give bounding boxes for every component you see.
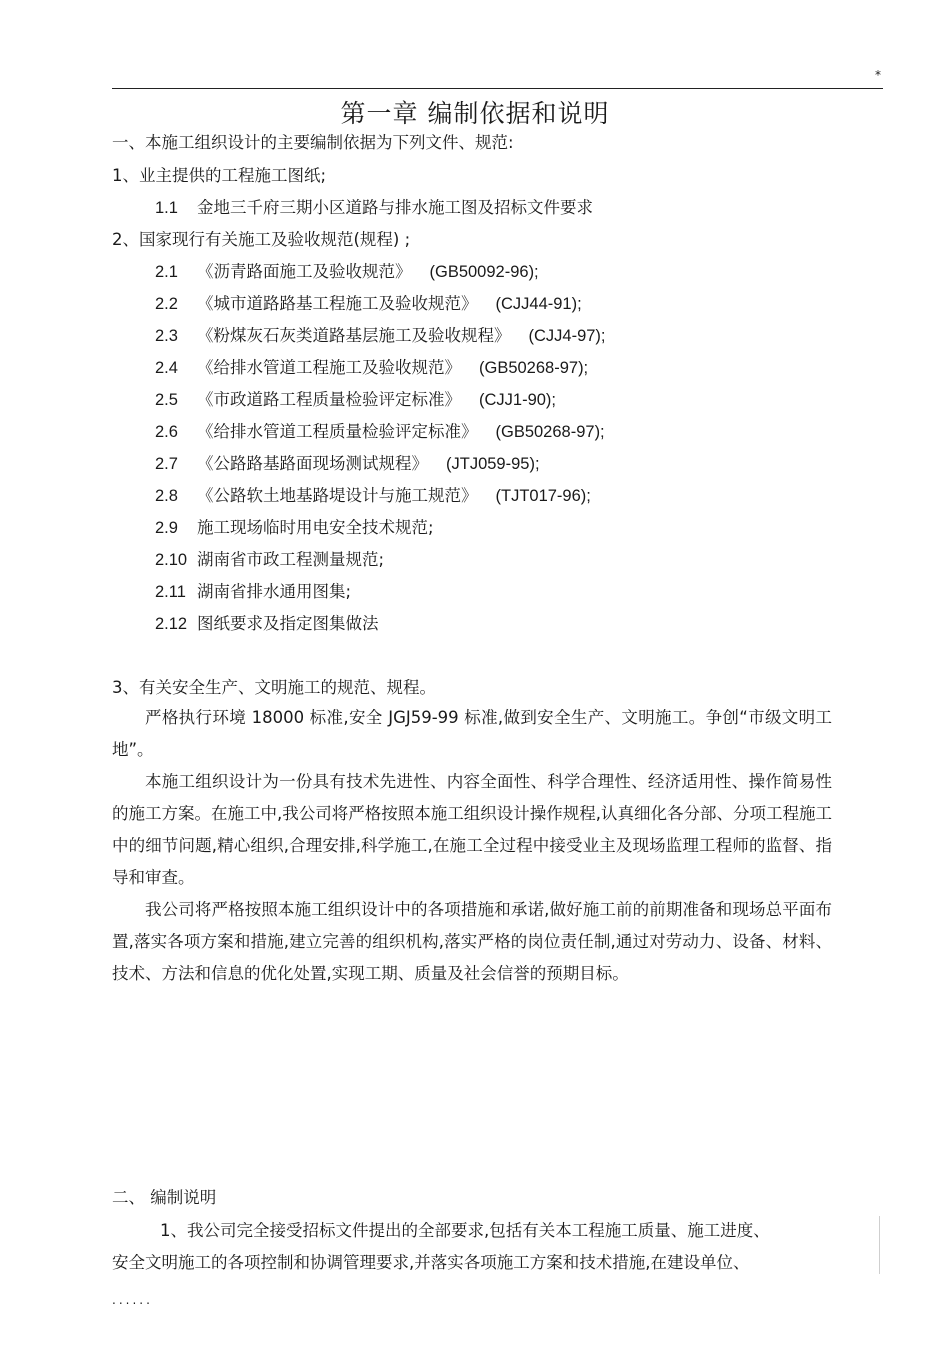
standard-item (155, 453, 540, 475)
standard-title: 湖南省排水通用图集; (197, 582, 352, 601)
standard-code: (TJT017-96); (495, 487, 591, 505)
standard-title: 《给排水管道工程质量检验评定标准》 (197, 422, 478, 441)
header-rule (112, 88, 883, 89)
standard-number: 2.12 (155, 615, 188, 633)
standard-item (155, 517, 434, 539)
standard-item (155, 357, 588, 379)
standard-number: 2.3 (155, 327, 178, 345)
standard-title: 施工现场临时用电安全技术规范; (197, 518, 434, 537)
standard-item (155, 293, 582, 315)
standard-number: 2.11 (155, 583, 186, 601)
item3-label: 3、有关安全生产、文明施工的规范、规程。 (112, 678, 436, 697)
standard-title: 《公路路基路面现场测试规程》 (197, 454, 428, 473)
section2-heading: 二、 编制说明 (112, 1188, 217, 1207)
standard-title: 湖南省市政工程测量规范; (197, 550, 385, 569)
paragraph: 严格执行环境 18000 标准,安全 JGJ59-99 标准,做到安全生产、文明施工。争创“市级文明工地”。 (112, 708, 832, 759)
standard-number: 2.1 (155, 263, 178, 281)
margin-rule (879, 1216, 880, 1274)
continuation-dots: ...... (112, 1293, 153, 1307)
item1-label: 1、业主提供的工程施工图纸; (112, 166, 327, 185)
standard-code: (CJJ44-91); (495, 295, 582, 313)
standard-item (155, 613, 379, 635)
chapter-title: 第一章 编制依据和说明 (340, 99, 610, 128)
standard-number: 2.2 (155, 295, 178, 313)
standard-item (155, 549, 384, 571)
paragraph: 本施工组织设计为一份具有技术先进性、内容全面性、科学合理性、经济适用性、操作简易性的施工方案。在施工中,我公司将严格按照本施工组织设计操作规程,认真细化各分部、分项工程施工中的细节问题,精心组织,合理安排,科学施工,在施工全过程中接受业主及现场监理工程师的监督、指导和审查。 (112, 772, 832, 887)
standard-item (155, 389, 556, 411)
section2-line2: 安全文明施工的各项控制和协调管理要求,并落实各项施工方案和技术措施,在建设单位、 (112, 1253, 750, 1272)
sub-number: 1.1 (155, 199, 178, 217)
standard-number: 2.7 (155, 455, 178, 473)
standard-code: (JTJ059-95); (446, 455, 540, 473)
standard-number: 2.5 (155, 391, 178, 409)
standard-title: 图纸要求及指定图集做法 (197, 614, 379, 633)
item1-sub (155, 197, 593, 219)
standard-number: 2.4 (155, 359, 178, 377)
standard-number: 2.10 (155, 551, 188, 569)
standard-title: 《市政道路工程质量检验评定标准》 (197, 390, 461, 409)
sub-text: 金地三千府三期小区道路与排水施工图及招标文件要求 (197, 198, 593, 217)
header-mark: * (875, 68, 881, 82)
standard-title: 《城市道路路基工程施工及验收规范》 (197, 294, 478, 313)
standard-item (155, 581, 351, 603)
standard-code: (CJJ1-90); (479, 391, 557, 409)
standard-code: (GB50268-97); (479, 359, 589, 377)
standard-code: (CJJ4-97); (528, 327, 606, 345)
standard-code: (GB50092-96); (429, 263, 539, 281)
standard-item (155, 421, 605, 443)
standard-number: 2.8 (155, 487, 178, 505)
paragraph: 我公司将严格按照本施工组织设计中的各项措施和承诺,做好施工前的前期准备和现场总平面布置,落实各项方案和措施,建立完善的组织机构,落实严格的岗位责任制,通过对劳动力、设备、材料、技术、方法和信息的优化处置,实现工期、质量及社会信誉的预期目标。 (112, 900, 832, 983)
standard-title: 《粉煤灰石灰类道路基层施工及验收规程》 (197, 326, 511, 345)
standard-item (155, 325, 606, 347)
item2-label: 2、国家现行有关施工及验收规范(规程) ; (112, 230, 411, 249)
item3-body (112, 702, 832, 990)
standard-title: 《沥青路面施工及验收规范》 (197, 262, 412, 281)
section1-heading: 一、本施工组织设计的主要编制依据为下列文件、规范: (112, 133, 514, 152)
standard-title: 《公路软土地基路堤设计与施工规范》 (197, 486, 478, 505)
standard-number: 2.6 (155, 423, 178, 441)
standard-title: 《给排水管道工程施工及验收规范》 (197, 358, 461, 377)
standard-code: (GB50268-97); (495, 423, 605, 441)
standard-number: 2.9 (155, 519, 178, 537)
standard-item (155, 485, 591, 507)
section2-line1: 1、我公司完全接受招标文件提出的全部要求,包括有关本工程施工质量、施工进度、 (160, 1221, 770, 1240)
standard-item (155, 261, 539, 283)
